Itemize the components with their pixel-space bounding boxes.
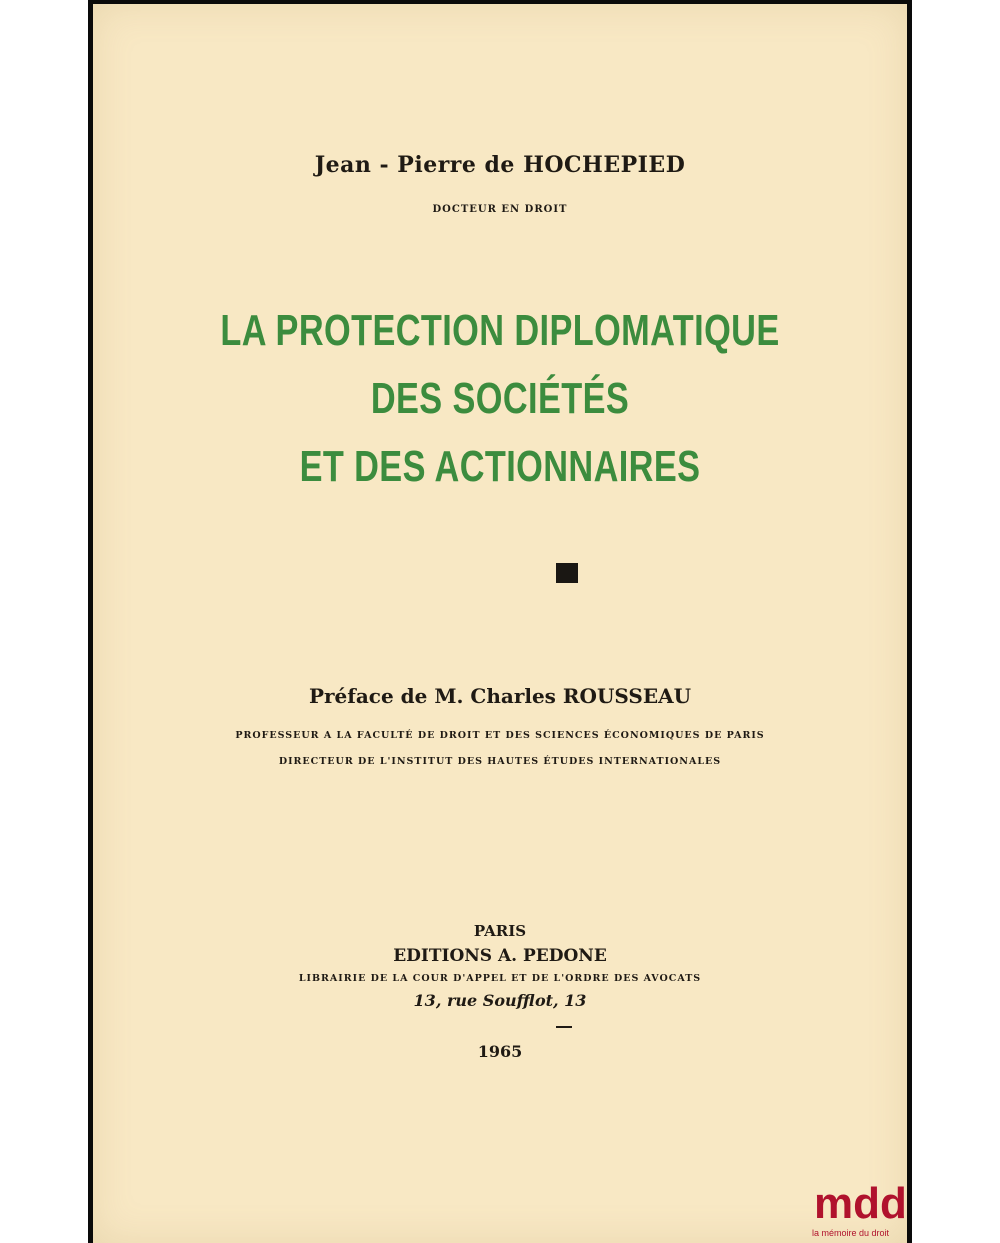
svg-text:mdd: mdd — [814, 1179, 907, 1226]
book-title-line-1: LA PROTECTION DIPLOMATIQUE — [220, 306, 780, 355]
mdd-watermark — [812, 1176, 912, 1242]
book-cover — [93, 4, 907, 1243]
publication-city: PARIS — [473, 922, 527, 940]
book-title-line-2: DES SOCIÉTÉS — [370, 374, 630, 423]
publisher-address: 13, rue Soufflot, 13 — [413, 991, 587, 1010]
watermark-caption: la mémoire du droit — [812, 1228, 890, 1238]
square-ornament-icon — [556, 563, 578, 583]
publisher-description: LIBRAIRIE DE LA COUR D'APPEL ET DE L'ORDRE DES AVOCATS — [298, 973, 702, 984]
preface-credential-1: PROFESSEUR A LA FACULTÉ DE DROIT ET DES SCIENCES ÉCONOMIQUES DE PARIS — [235, 730, 765, 741]
author-name: Jean - Pierre de HOCHEPIED — [314, 152, 686, 178]
publication-year: 1965 — [477, 1042, 523, 1061]
divider-dash — [556, 1026, 572, 1028]
mdd-logo-icon — [812, 1176, 912, 1226]
preface-line: Préface de M. Charles ROUSSEAU — [308, 684, 692, 708]
publisher-name: EDITIONS A. PEDONE — [393, 946, 607, 966]
preface-credential-2: DIRECTEUR DE L'INSTITUT DES HAUTES ÉTUDES INTERNATIONALES — [278, 756, 722, 767]
author-title: DOCTEUR EN DROIT — [432, 204, 568, 215]
book-title-line-3: ET DES ACTIONNAIRES — [299, 442, 701, 491]
